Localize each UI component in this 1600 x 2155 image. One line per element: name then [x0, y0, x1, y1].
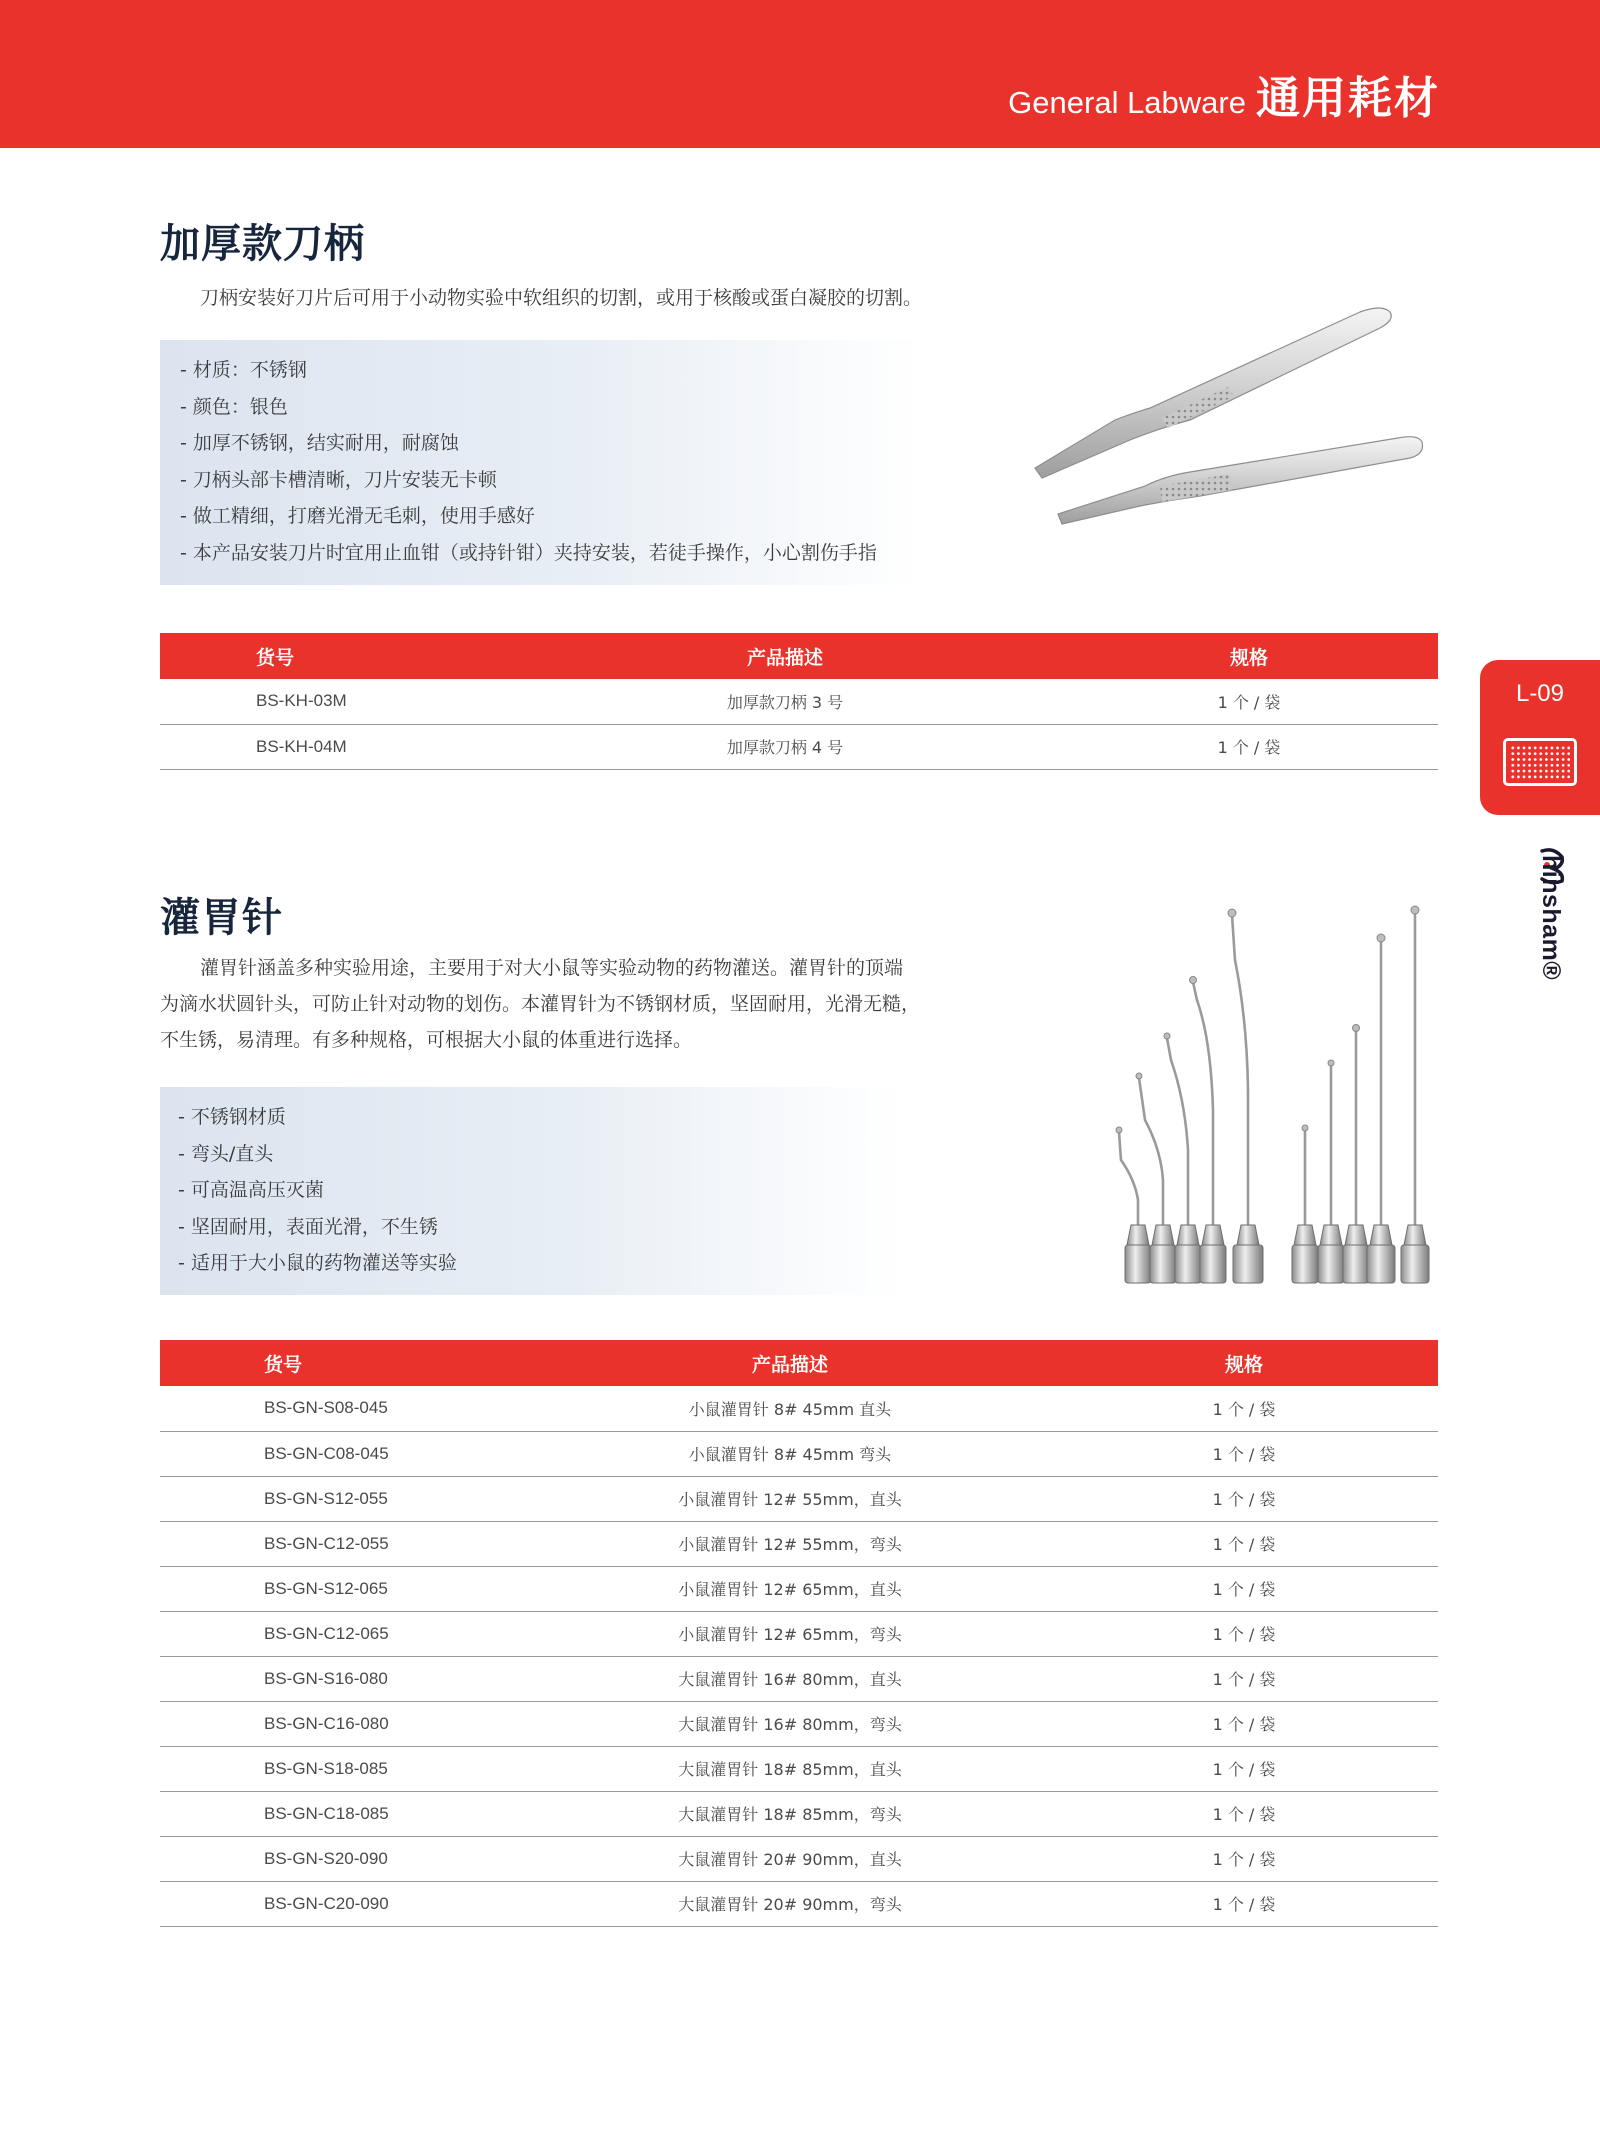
cell-spec: 1 个 / 袋: [1050, 1611, 1438, 1656]
table-row: [160, 1791, 1438, 1836]
feature-item: - 不锈钢材质: [178, 1106, 286, 1128]
cell-sku: BS-GN-C08-045: [160, 1431, 530, 1476]
section1-description: 刀柄安装好刀片后可用于小动物实验中软组织的切割，或用于核酸或蛋白凝胶的切割。: [200, 287, 923, 309]
cell-spec: 1 个 / 袋: [1050, 1791, 1438, 1836]
section1-feature-list: [180, 352, 920, 571]
cell-spec: 1 个 / 袋: [1050, 1746, 1438, 1791]
feature-item: - 颜色：银色: [180, 395, 288, 418]
cell-description: 大鼠灌胃针 18# 85mm，直头: [530, 1746, 1050, 1791]
cell-sku: BS-GN-C18-085: [160, 1791, 530, 1836]
cell-sku: BS-GN-C16-080: [160, 1701, 530, 1746]
section1-feature-box: [160, 340, 920, 585]
cell-description: 大鼠灌胃针 20# 90mm，直头: [530, 1836, 1050, 1881]
cell-sku: BS-GN-S12-065: [160, 1566, 530, 1611]
section2-description: 灌胃针涵盖多种实验用途，主要用于对大小鼠等实验动物的药物灌送。灌胃针的顶端为滴水状圆针头，可防止针对动物的划伤。本灌胃针为不锈钢材质，坚固耐用，光滑无糙，不生锈，易清理。有多种规格，可根据大小鼠的体重进行选择。: [160, 957, 921, 1051]
table-row: [160, 724, 1438, 769]
cell-sku: BS-GN-S20-090: [160, 1836, 530, 1881]
cell-sku: BS-GN-C12-065: [160, 1611, 530, 1656]
section2-title: 灌胃针: [160, 895, 283, 941]
section2-spec-table: [160, 1340, 1438, 1927]
feature-item: - 弯头/直头: [178, 1142, 274, 1165]
cell-spec: 1 个 / 袋: [1050, 1521, 1438, 1566]
section1-title: 加厚款刀柄: [160, 221, 365, 267]
column-header-description: 产品描述: [530, 1340, 1050, 1386]
table-row: [160, 1836, 1438, 1881]
cell-sku: BS-GN-S18-085: [160, 1746, 530, 1791]
table-row: [160, 1611, 1438, 1656]
feature-item: - 适用于大小鼠的药物灌送等实验: [178, 1252, 457, 1274]
header-title-cn: 通用耗材: [1256, 73, 1440, 124]
cell-description: 大鼠灌胃针 18# 85mm，弯头: [530, 1791, 1050, 1836]
feature-item: - 刀柄头部卡槽清晰，刀片安装无卡顿: [180, 468, 497, 491]
cell-sku: BS-GN-C20-090: [160, 1881, 530, 1926]
column-header-sku: 货号: [160, 1340, 530, 1386]
feature-item: - 坚固耐用，表面光滑，不生锈: [178, 1215, 438, 1238]
table-row: [160, 1566, 1438, 1611]
cell-spec: 1 个 / 袋: [1050, 1701, 1438, 1746]
table-row: [160, 1476, 1438, 1521]
feature-item: - 加厚不锈钢，结实耐用，耐腐蚀: [180, 432, 459, 454]
cell-description: 加厚款刀柄 4 号: [510, 724, 1060, 769]
cell-description: 大鼠灌胃针 16# 80mm，弯头: [530, 1701, 1050, 1746]
cell-description: 加厚款刀柄 3 号: [510, 679, 1060, 724]
cell-description: 小鼠灌胃针 8# 45mm 弯头: [530, 1431, 1050, 1476]
cell-description: 小鼠灌胃针 12# 65mm，直头: [530, 1566, 1050, 1611]
column-header-description: 产品描述: [510, 633, 1060, 679]
feature-item: - 可高温高压灭菌: [178, 1179, 324, 1201]
cell-spec: 1 个 / 袋: [1050, 1476, 1438, 1521]
side-tab: [1480, 660, 1600, 815]
scalpel-handle-image: [1020, 300, 1440, 540]
header-title-en: General Labware: [1008, 85, 1246, 120]
table-row: [160, 1701, 1438, 1746]
cell-description: 大鼠灌胃针 20# 90mm，弯头: [530, 1881, 1050, 1926]
table-row: [160, 1746, 1438, 1791]
cell-spec: 1 个 / 袋: [1050, 1836, 1438, 1881]
cell-description: 大鼠灌胃针 16# 80mm，直头: [530, 1656, 1050, 1701]
feature-item: - 做工精细，打磨光滑无毛刺，使用手感好: [180, 505, 535, 527]
cell-sku: BS-GN-S08-045: [160, 1386, 530, 1431]
cell-spec: 1 个 / 袋: [1050, 1431, 1438, 1476]
cell-sku: BS-GN-C12-055: [160, 1521, 530, 1566]
cell-sku: BS-KH-03M: [160, 679, 510, 724]
cell-description: 小鼠灌胃针 8# 45mm 直头: [530, 1386, 1050, 1431]
cell-spec: 1 个 / 袋: [1050, 1386, 1438, 1431]
cell-sku: BS-KH-04M: [160, 724, 510, 769]
cell-spec: 1 个 / 袋: [1060, 724, 1438, 769]
feature-item: - 本产品安装刀片时宜用止血钳（或持针钳）夹持安装，若徒手操作，小心割伤手指: [180, 541, 877, 564]
cell-spec: 1 个 / 袋: [1060, 679, 1438, 724]
table-row: [160, 1881, 1438, 1926]
section2-feature-box: [160, 1087, 900, 1295]
column-header-sku: 货号: [160, 633, 510, 679]
cell-spec: 1 个 / 袋: [1050, 1656, 1438, 1701]
microplate-icon: [1503, 738, 1577, 786]
section2-table-body: [160, 1386, 1438, 1926]
cell-spec: 1 个 / 袋: [1050, 1881, 1438, 1926]
cell-sku: BS-GN-S12-055: [160, 1476, 530, 1521]
page-header-title: [1008, 62, 1440, 126]
table-row: [160, 1431, 1438, 1476]
section2-feature-list: [178, 1099, 900, 1282]
cell-description: 小鼠灌胃针 12# 65mm，弯头: [530, 1611, 1050, 1656]
table-row: [160, 1386, 1438, 1431]
table-header-row: [160, 633, 1438, 679]
section1-spec-table: [160, 633, 1438, 770]
table-row: [160, 1656, 1438, 1701]
side-tab-label: L-09: [1515, 680, 1565, 707]
table-row: [160, 679, 1438, 724]
cell-spec: 1 个 / 袋: [1050, 1566, 1438, 1611]
brand-name: hinsham®: [1537, 855, 1565, 981]
table-header-row: [160, 1340, 1438, 1386]
column-header-spec: 规格: [1060, 633, 1438, 679]
feature-item: - 材质：不锈钢: [180, 359, 307, 381]
cell-description: 小鼠灌胃针 12# 55mm，直头: [530, 1476, 1050, 1521]
gavage-needles-image: [1105, 900, 1430, 1290]
table-row: [160, 1521, 1438, 1566]
column-header-spec: 规格: [1050, 1340, 1438, 1386]
cell-description: 小鼠灌胃针 12# 55mm，弯头: [530, 1521, 1050, 1566]
cell-sku: BS-GN-S16-080: [160, 1656, 530, 1701]
